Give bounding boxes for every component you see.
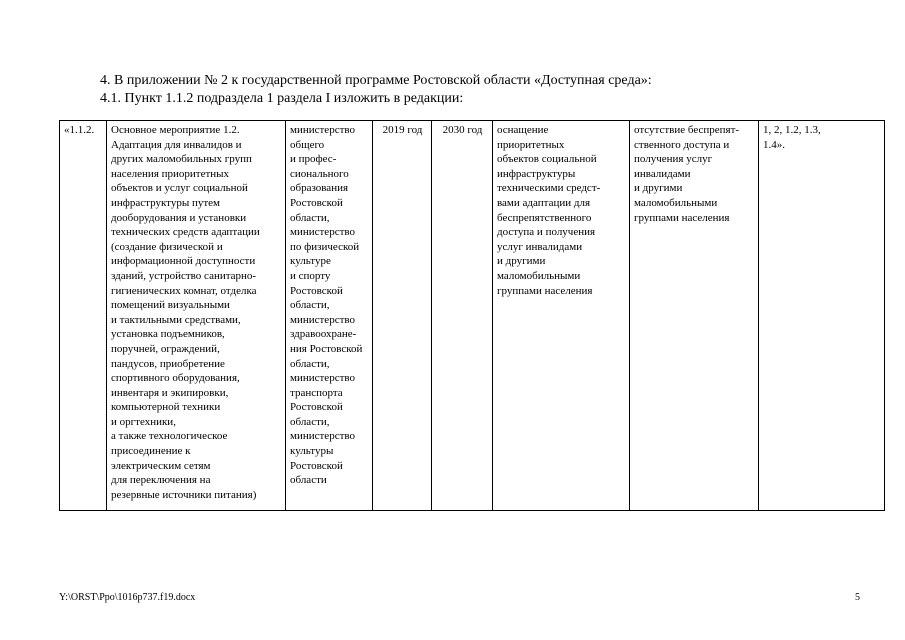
cell-text-line: инфраструктуры — [497, 167, 576, 180]
cell-text-line: Ростовской — [290, 401, 343, 414]
cell-text-line: области — [290, 474, 327, 487]
cell-text-line: области, — [290, 299, 330, 312]
cell-consequences — [630, 121, 759, 511]
cell-text-line: вами адаптации для — [497, 196, 591, 209]
cell-text-line: маломобильными — [634, 196, 718, 209]
cell-text-line: министерство — [290, 226, 356, 239]
cell-text-line: поручней, ограждений, — [111, 342, 220, 355]
cell-text-line: 1, 2, 1.2, 1.3, — [763, 124, 821, 136]
cell-executor — [286, 121, 373, 511]
cell-indicators — [759, 121, 885, 511]
cell-text-line: доступа и получения — [497, 226, 596, 239]
cell-text-line: министерство — [290, 430, 356, 443]
cell-text-line: группами населения — [497, 284, 593, 297]
cell-text-line: резервные источники питания) — [111, 488, 257, 501]
cell-text-line: информационной доступности — [111, 255, 256, 268]
cell-text-line: транспорта — [290, 386, 343, 399]
cell-text-line: инвалидами — [634, 167, 691, 180]
cell-text-line: гигиенических комнат, отделка — [111, 284, 257, 297]
cell-text-line: электрическим сетям — [111, 459, 211, 472]
cell-text-line: ния Ростовской — [290, 342, 363, 355]
cell-end-year — [432, 121, 493, 511]
cell-text-line: для переключения на — [111, 474, 211, 487]
cell-start-year — [373, 121, 432, 511]
cell-text-line: зданий, устройство санитарно- — [111, 269, 257, 282]
cell-text-line: присоединение к — [111, 445, 191, 458]
cell-text-line: и другими — [497, 255, 546, 268]
cell-text-line: министерство — [290, 313, 356, 326]
cell-text-line: спортивного оборудования, — [111, 372, 240, 385]
cell-event-description — [107, 121, 286, 511]
cell-text-line: культуры — [290, 445, 334, 458]
cell-text-line: техническими средст- — [497, 182, 601, 195]
cell-text-line: министерство — [290, 372, 356, 385]
cell-text-line: маломобильными — [497, 269, 581, 282]
cell-text-line: компьютерной техники — [111, 401, 221, 414]
cell-text-line: области, — [290, 415, 330, 428]
table-row — [60, 121, 885, 511]
cell-text-line: ственного доступа и — [634, 138, 730, 151]
cell-text-line: образования — [290, 182, 349, 195]
cell-text-line: помещений визуальными — [111, 299, 230, 312]
cell-text-line: и профес- — [290, 153, 337, 166]
cell-text-line: (создание физической и — [111, 240, 223, 253]
cell-text-line: оснащение — [497, 124, 549, 136]
cell-text-line: приоритетных — [497, 138, 565, 151]
cell-text-line: населения приоритетных — [111, 167, 230, 180]
cell-text-line: и оргтехники, — [111, 415, 176, 428]
cell-text-line: и другими — [634, 182, 683, 195]
cell-text-line: технических средств адаптации — [111, 226, 260, 239]
cell-text-line: инфраструктуры путем — [111, 196, 221, 209]
cell-text-line: инвентаря и экипировки, — [111, 386, 229, 399]
cell-text-line: Основное мероприятие 1.2. — [111, 124, 240, 136]
cell-text-line: объектов социальной — [497, 153, 597, 166]
instruction-subheading: 4.1. Пункт 1.1.2 подраздела 1 раздела I изложить в редакции: — [100, 91, 464, 106]
cell-text-line: 2019 год — [382, 124, 423, 136]
cell-text-line: пандусов, приобретение — [111, 357, 225, 370]
cell-text-line: по физической — [290, 240, 360, 253]
cell-text-line: других маломобильных групп — [111, 153, 252, 166]
cell-text-line: группами населения — [634, 211, 730, 224]
cell-text-line: сионального — [290, 167, 349, 180]
cell-text-line: беспрепятственного — [497, 211, 592, 224]
cell-text-line: Ростовской — [290, 284, 343, 297]
page-number: 5 — [855, 592, 860, 603]
cell-text-line: и тактильными средствами, — [111, 313, 241, 326]
cell-text-line: 1.4». — [763, 138, 785, 151]
cell-text-line: 2030 год — [442, 124, 483, 136]
cell-text-line: Ростовской — [290, 196, 343, 209]
cell-text-line: а также технологическое — [111, 430, 228, 443]
cell-text-line: отсутствие беспрепят- — [634, 124, 740, 136]
cell-text-line: Адаптация для инвалидов и — [111, 138, 242, 151]
cell-text-line: объектов и услуг социальной — [111, 182, 248, 195]
cell-text-line: и спорту — [290, 269, 331, 282]
program-table — [59, 120, 885, 511]
instruction-heading: 4. В приложении № 2 к государственной программе Ростовской области «Доступная среда»: — [100, 73, 652, 88]
cell-text-line: здравоохране- — [290, 328, 357, 341]
cell-text-line: культуре — [290, 255, 331, 268]
cell-text-line: министерство — [290, 124, 356, 136]
cell-text-line: области, — [290, 357, 330, 370]
cell-text-line: «1.1.2. — [64, 124, 95, 136]
cell-text-line: области, — [290, 211, 330, 224]
cell-text-line: получения услуг — [634, 153, 713, 166]
cell-number — [60, 121, 107, 511]
cell-text-line: дооборудования и установки — [111, 211, 247, 224]
cell-text-line: установка подъемников, — [111, 328, 225, 341]
cell-expected-result — [493, 121, 630, 511]
cell-text-line: услуг инвалидами — [497, 240, 583, 253]
footer-file-path: Y:\ORST\Ppo\1016p737.f19.docx — [59, 592, 196, 603]
cell-text-line: общего — [290, 138, 325, 151]
cell-text-line: Ростовской — [290, 459, 343, 472]
